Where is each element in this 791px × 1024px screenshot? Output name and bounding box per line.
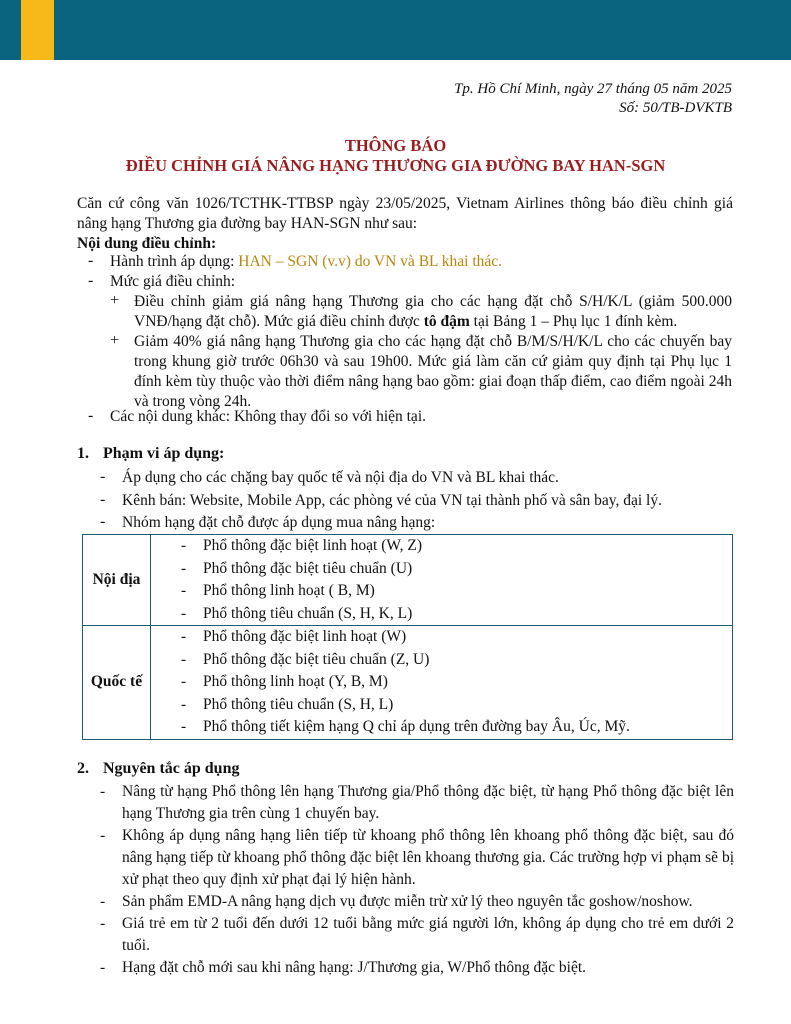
notice-subtitle: ĐIỀU CHỈNH GIÁ NÂNG HẠNG THƯƠNG GIA ĐƯỜNG BAY HAN-SGN (125, 156, 666, 175)
notice-title: THÔNG BÁO (344, 136, 447, 155)
bullet-dash: - (100, 513, 106, 530)
bullet-dash: - (100, 959, 106, 976)
subitem-bold: tô đậm (423, 313, 470, 330)
section-2-heading (77, 760, 239, 778)
bullet-dash: - (100, 783, 106, 800)
rule-item: Không áp dụng nâng hạng liên tiếp từ khoang phổ thông lên khoang phổ thông đặc biệt, sau đó nâng hạng tiếp từ khoang phổ thông đặc biệt lên khoang thương gia. Các trường hợp vi phạm sẽ bị xử phạt theo quy định xử phạt đại lý hiện hành. (122, 827, 734, 888)
scope-item: Kênh bán: Website, Mobile App, các phòng vé của VN tại thành phố và sân bay, đại lý. (122, 492, 662, 509)
bullet-dash: - (100, 827, 106, 844)
rule-item: Giá trẻ em từ 2 tuổi đến dưới 12 tuổi bằng mức giá người lớn, không áp dụng cho trẻ em dưới 2 tuổi. (122, 915, 734, 954)
list-item: - Phổ thông đặc biệt linh hoạt (W, Z) (181, 535, 732, 558)
document-number: Số: 50/TB-DVKTB (619, 100, 732, 116)
rule-item: Hạng đặt chỗ mới sau khi nâng hạng: J/Thương gia, W/Phổ thông đặc biệt. (122, 959, 587, 976)
intro-paragraph (77, 194, 733, 254)
list-item: - Phổ thông linh hoạt ( B, M) (181, 580, 732, 603)
section-number: 2. (77, 760, 89, 777)
section-number: 1. (77, 445, 89, 462)
intro-text: Căn cứ công văn 1026/TCTHK-TTBSP ngày 23/05/2025, Vietnam Airlines thông báo điều chỉnh giá nâng hạng Thương gia đường bay HAN-SGN như sau: (77, 195, 733, 232)
list-item: - Phổ thông đặc biệt linh hoạt (W) (181, 626, 732, 649)
price-item: Mức giá điều chỉnh: (110, 273, 236, 290)
route-value: HAN – SGN (v.v) do VN và BL khai thác. (238, 253, 503, 270)
price-subitem-2: Giảm 40% giá nâng hạng Thương gia cho các hạng đặt chỗ B/M/S/H/K/L cho các chuyến bay trong khung giờ trước 06h30 và sau 19h00. Mức giá làm căn cứ giảm quy định tại Phụ lục 1 đính kèm tùy thuộc vào thời điểm nâng hạng bao gồm: giai đoạn thấp điểm, cao điểm ngoài 24h và trong vòng 24h. (134, 333, 732, 410)
booking-class-table (82, 534, 733, 740)
header-accent-stripe (21, 0, 54, 60)
international-label: Quốc tế (83, 626, 151, 740)
bullet-dash: - (100, 468, 106, 485)
section-title: Phạm vi áp dụng: (103, 445, 225, 462)
scope-item: Áp dụng cho các chặng bay quốc tế và nội địa do VN và BL khai thác. (122, 469, 559, 486)
bullet-plus: + (110, 332, 120, 349)
list-item: - Phổ thông tiêu chuẩn (S, H, K, L) (181, 603, 732, 626)
subitem-text: Điều chỉnh giảm giá nâng hạng Thương gia cho các hạng đặt chỗ S/H/K/L (giảm 500.000 VNĐ/hạng đặt chỗ). Mức giá điều chỉnh được (134, 293, 732, 330)
date-block (454, 80, 732, 118)
bullet-plus: + (110, 292, 120, 309)
scope-item: Nhóm hạng đặt chỗ được áp dụng mua nâng hạng: (122, 514, 436, 531)
list-item: - Phổ thông tiêu chuẩn (S, H, L) (181, 694, 732, 717)
price-subitem-1 (134, 292, 732, 332)
adjustment-heading: Nội dung điều chỉnh: (77, 235, 217, 252)
header-bar (0, 0, 791, 60)
list-item: - Phổ thông tiết kiệm hạng Q chỉ áp dụng trên đường bay Âu, Úc, Mỹ. (181, 716, 732, 739)
table-row (83, 535, 733, 626)
bullet-dash: - (100, 915, 106, 932)
list-item: - Phổ thông đặc biệt tiêu chuẩn (Z, U) (181, 649, 732, 672)
section-1-heading (77, 445, 224, 463)
bullet-dash: - (88, 272, 94, 289)
date-line: Tp. Hồ Chí Minh, ngày 27 tháng 05 năm 2025 (454, 81, 732, 97)
subitem-text: tại Bảng 1 – Phụ lục 1 đính kèm. (469, 313, 678, 330)
domestic-label: Nội địa (83, 535, 151, 626)
list-item: - Phổ thông linh hoạt (Y, B, M) (181, 671, 732, 694)
route-label: Hành trình áp dụng: (110, 253, 239, 270)
other-item: Các nội dung khác: Không thay đổi so với hiện tại. (110, 408, 426, 425)
international-classes (151, 626, 733, 740)
bullet-dash: - (100, 893, 106, 910)
bullet-dash: - (88, 407, 94, 424)
bullet-dash: - (88, 252, 94, 269)
table-row (83, 626, 733, 740)
domestic-classes (151, 535, 733, 626)
bullet-dash: - (100, 491, 106, 508)
section-title: Nguyên tắc áp dụng (103, 760, 240, 777)
list-item: - Phổ thông đặc biệt tiêu chuẩn (U) (181, 558, 732, 581)
rule-item: Sản phẩm EMD-A nâng hạng dịch vụ được miễn trừ xử lý theo nguyên tắc goshow/noshow. (122, 893, 693, 910)
rule-item: Nâng từ hạng Phổ thông lên hạng Thương gia/Phổ thông đặc biệt, từ hạng Phổ thông đặc biệt lên hạng Thương gia trên cùng 1 chuyến bay. (122, 783, 734, 822)
route-item (110, 252, 730, 272)
